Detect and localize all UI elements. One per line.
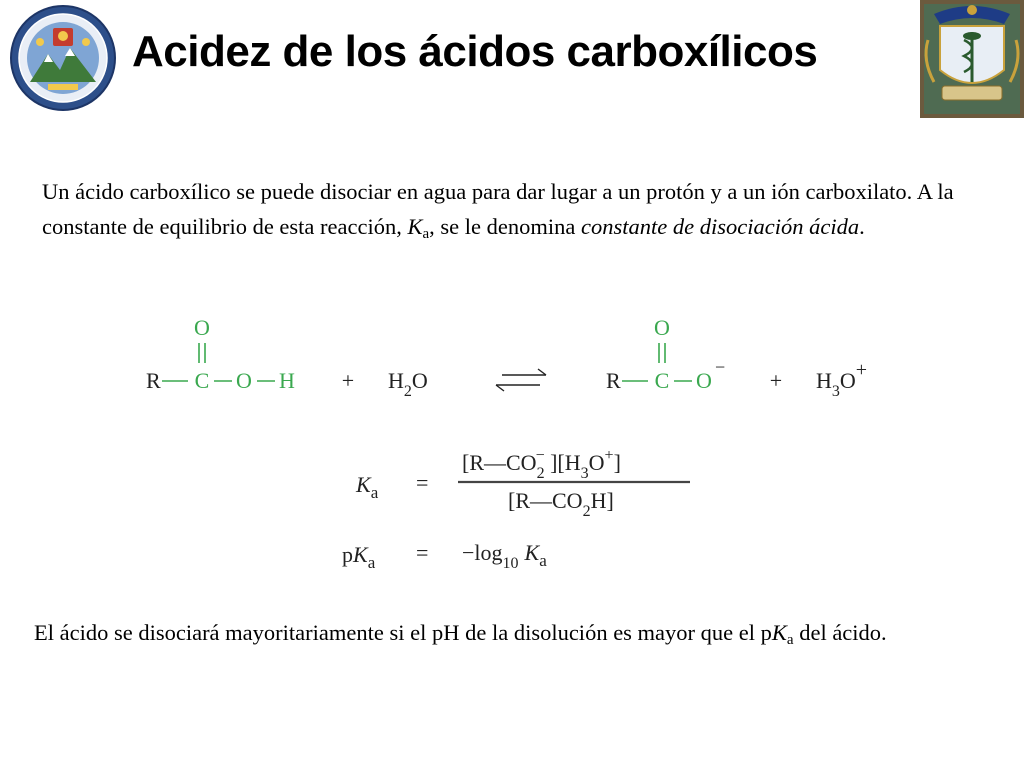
ka-lhs-sub: a bbox=[370, 483, 379, 502]
ka-num-c: O bbox=[588, 450, 605, 475]
ka-lhs-symbol: K bbox=[356, 472, 371, 497]
intro-text-c: . bbox=[859, 214, 865, 239]
dissociation-reaction bbox=[130, 305, 910, 405]
ka-numerator bbox=[462, 447, 621, 482]
water-h: H bbox=[388, 368, 404, 393]
ka-lhs bbox=[355, 472, 379, 502]
ka-equals: = bbox=[416, 470, 429, 495]
acid-r-group: R bbox=[146, 368, 161, 393]
pka-lhs-symbol: K bbox=[353, 542, 368, 567]
hydronium-o: O bbox=[839, 368, 856, 393]
water-formula bbox=[388, 368, 428, 400]
pka-lhs bbox=[342, 542, 376, 572]
equilibrium-arrows bbox=[496, 369, 546, 391]
ka-num-sub2: 3 bbox=[580, 465, 589, 482]
pka-lhs-p: p bbox=[342, 542, 353, 567]
water-o: O bbox=[411, 368, 428, 393]
intro-text-a: Un ácido carboxílico se puede disociar en agua para dar lugar a un protón y a un ión carboxilato. A la constante de equilibrio de esta reacción, bbox=[42, 179, 954, 239]
hydronium-charge: + bbox=[855, 359, 868, 381]
pka-equals: = bbox=[416, 540, 429, 565]
ka-den-a: [R—CO bbox=[508, 488, 583, 513]
acid-carbon: C bbox=[194, 368, 210, 393]
ka-subscript: a bbox=[422, 226, 430, 242]
ka-num-b: ][H bbox=[544, 450, 581, 475]
pka-subscript: a bbox=[786, 632, 794, 648]
acid-carbonyl-oxygen: O bbox=[194, 315, 210, 340]
carboxylate-structure bbox=[606, 315, 725, 393]
conclusion-text-b: del ácido. bbox=[793, 620, 887, 645]
pka-rhs-sub: 10 bbox=[502, 555, 519, 572]
pka-lhs-sub: a bbox=[367, 553, 376, 572]
pka-rhs-ksub: a bbox=[539, 551, 547, 570]
conclusion-text-a: El ácido se disociará mayoritariamente si el pH de la disolución es mayor que el p bbox=[34, 620, 772, 645]
anion-r-group: R bbox=[606, 368, 621, 393]
hydronium-sub: 3 bbox=[831, 383, 840, 400]
ka-symbol: K bbox=[407, 214, 423, 239]
ka-den-b: H] bbox=[590, 488, 614, 513]
acid-hydrogen: H bbox=[279, 368, 295, 393]
reaction-plus-2: + bbox=[769, 368, 783, 393]
ka-den-sub: 2 bbox=[582, 503, 591, 520]
faculty-crest-logo bbox=[920, 0, 1024, 118]
ka-denominator bbox=[508, 488, 614, 520]
ka-num-d: ] bbox=[613, 450, 621, 475]
pka-rhs-log: −log bbox=[462, 540, 503, 565]
hydronium-h: H bbox=[816, 368, 832, 393]
water-sub: 2 bbox=[403, 383, 412, 400]
anion-oxygen: O bbox=[696, 368, 712, 393]
hydronium-formula bbox=[816, 359, 867, 400]
conclusion-paragraph bbox=[34, 615, 1014, 650]
anion-carbon: C bbox=[654, 368, 670, 393]
acid-hydroxyl-oxygen: O bbox=[236, 368, 252, 393]
ka-num-sup: − bbox=[535, 447, 545, 464]
university-seal-logo bbox=[8, 4, 118, 112]
pka-symbol: K bbox=[771, 620, 787, 645]
intro-paragraph bbox=[42, 174, 1002, 244]
carboxylic-acid-structure bbox=[146, 315, 295, 393]
svg-text:H3O+ bbox=[816, 359, 867, 400]
ka-num-a: [R—CO bbox=[462, 450, 537, 475]
reaction-plus-1: + bbox=[341, 368, 355, 393]
svg-text:H2O bbox=[388, 368, 428, 400]
pka-rhs-symbol: K bbox=[524, 540, 540, 565]
slide-title: Acidez de los ácidos carboxílicos bbox=[132, 27, 818, 76]
pka-rhs bbox=[462, 540, 547, 572]
ka-num-sub: 2 bbox=[536, 465, 545, 482]
anion-carbonyl-oxygen: O bbox=[654, 315, 670, 340]
anion-charge: − bbox=[715, 357, 726, 377]
intro-emphasis: constante de disociación ácida bbox=[581, 214, 860, 239]
intro-text-b: , se le denomina bbox=[429, 214, 582, 239]
ka-equations bbox=[340, 440, 710, 580]
ka-num-sup2: + bbox=[604, 447, 614, 464]
